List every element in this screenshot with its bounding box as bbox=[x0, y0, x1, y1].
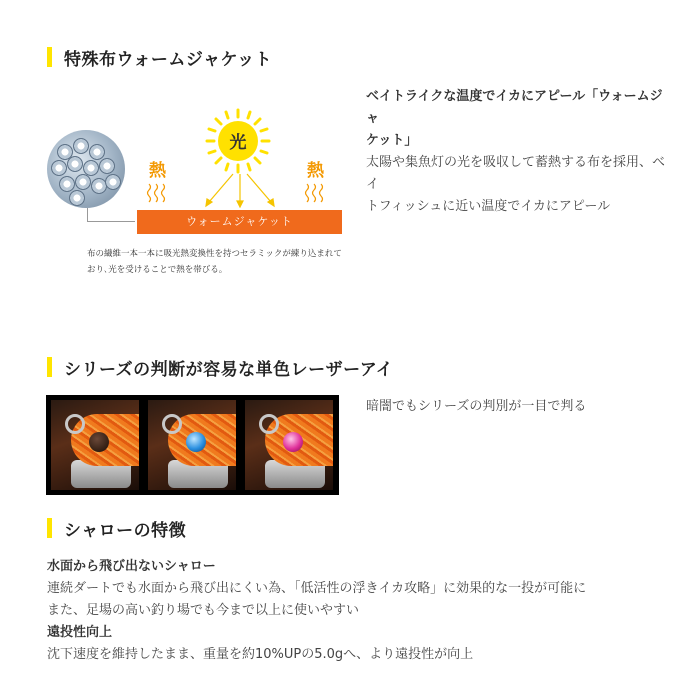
diagram-note bbox=[87, 246, 347, 278]
warm-jacket-heading bbox=[47, 46, 272, 68]
blue-laser-eye-icon bbox=[186, 432, 206, 452]
feature-text: 連続ダートでも水面から飛び出にくい為、「低活性の浮きイカ攻略」に効果的な一投が可能に bbox=[47, 581, 587, 596]
sun-label: 光 bbox=[229, 133, 247, 153]
feature-text: また、足場の高い釣り場でも今まで以上に使いやすい bbox=[47, 603, 360, 618]
heading-accent-bar bbox=[47, 47, 52, 67]
feature-title: 遠投性向上 bbox=[47, 625, 113, 640]
warm-jacket-body: トフィッシュに近い温度でイカにアピール bbox=[366, 199, 611, 214]
laser-eye-photos bbox=[46, 395, 339, 495]
connector-line bbox=[87, 221, 135, 222]
warm-jacket-description bbox=[366, 86, 666, 218]
laser-eye-title: シリーズの判断が容易な単色レーザーアイ bbox=[64, 359, 394, 380]
warm-jacket-body: 太陽や集魚灯の光を吸収して蓄熱する布を採用、ベイ bbox=[366, 155, 666, 192]
fiber-closeup-image bbox=[47, 130, 125, 208]
warm-jacket-bar: ウォームジャケット bbox=[137, 210, 342, 234]
heat-label-right: 熱 bbox=[307, 161, 324, 181]
lure-photo bbox=[51, 400, 139, 490]
light-arrows-icon bbox=[195, 172, 285, 208]
laser-eye-heading bbox=[47, 356, 393, 378]
brown-laser-eye-icon bbox=[89, 432, 109, 452]
warm-jacket-diagram bbox=[45, 100, 345, 285]
heading-accent-bar bbox=[47, 357, 52, 377]
shallow-description bbox=[47, 556, 687, 666]
heat-label-left: 熱 bbox=[149, 161, 166, 181]
warm-jacket-lead: ケット」 bbox=[366, 133, 418, 148]
shallow-heading bbox=[47, 517, 186, 539]
feature-text: 沈下速度を維持したまま、重量を約10%UPの5.0gへ、より遠投性が向上 bbox=[47, 647, 474, 662]
laser-eye-description: 暗闇でもシリーズの判別が一目で判る bbox=[366, 399, 587, 414]
pink-laser-eye-icon bbox=[283, 432, 303, 452]
heat-wave-icon bbox=[303, 178, 329, 204]
diagram-note-line: おり､光を受けることで熱を帯びる。 bbox=[87, 265, 228, 275]
lure-photo bbox=[148, 400, 236, 490]
heading-accent-bar bbox=[47, 518, 52, 538]
warm-jacket-lead: ベイトライクな温度でイカにアピール「ウォームジャ bbox=[366, 89, 663, 126]
sun-icon bbox=[205, 108, 271, 174]
heat-wave-icon bbox=[145, 178, 171, 204]
connector-line bbox=[87, 208, 88, 222]
shallow-title: シャローの特徴 bbox=[64, 520, 187, 541]
diagram-note-line: 布の繊維一本一本に吸光熱変換性を持つセラミックが練り込まれて bbox=[87, 249, 342, 259]
feature-title: 水面から飛び出ないシャロー bbox=[47, 559, 216, 574]
lure-photo bbox=[245, 400, 333, 490]
warm-jacket-title: 特殊布ウォームジャケット bbox=[64, 49, 273, 70]
